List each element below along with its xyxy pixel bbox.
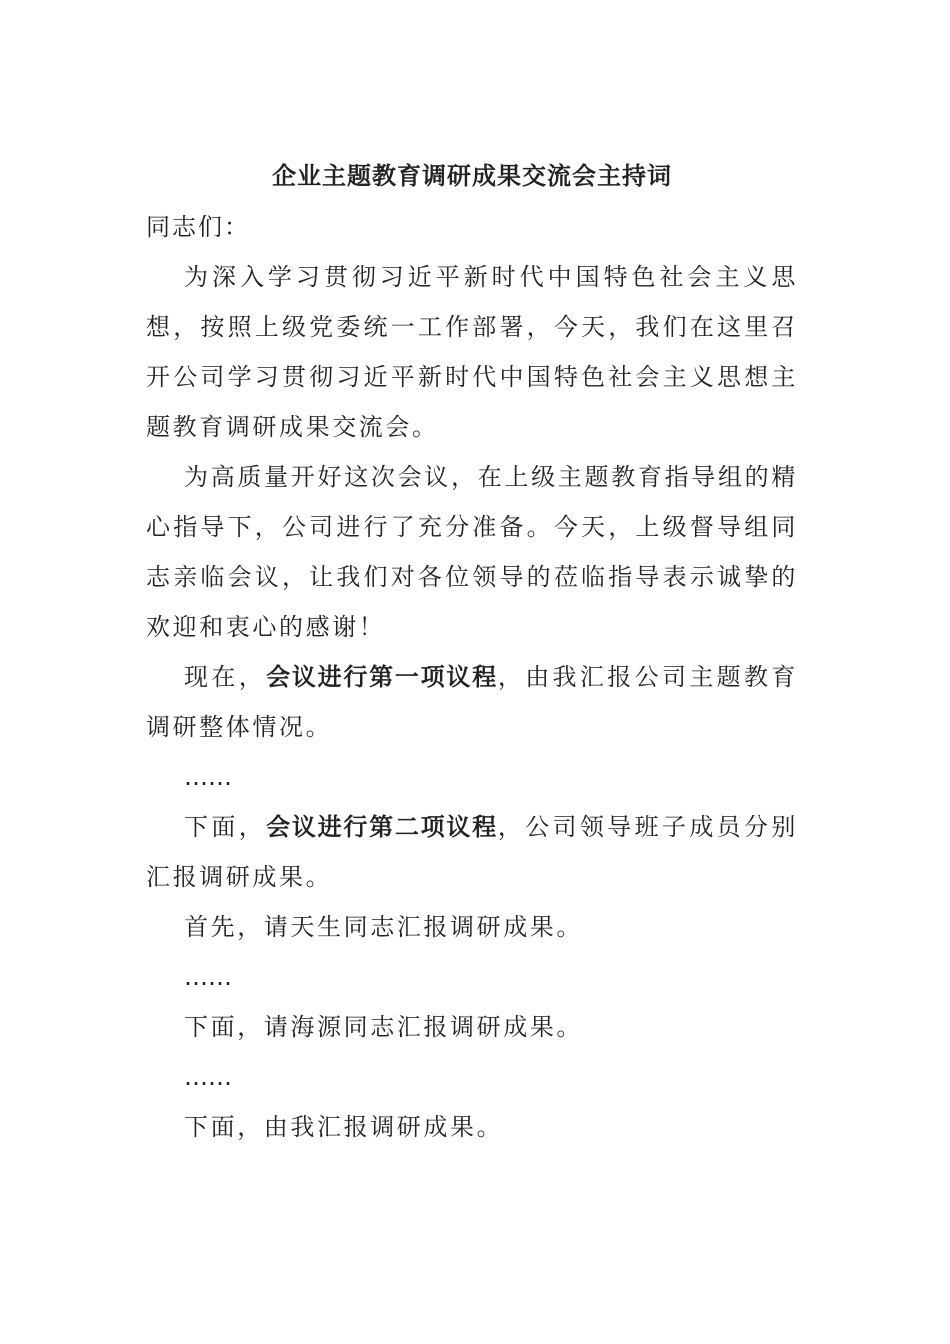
ellipsis-2: …… <box>184 963 232 991</box>
agenda-two-bold: 会议进行第二项议程 <box>266 813 498 841</box>
paragraph-preparation: 为高质量开好这次会议，在上级主题教育指导组的精心指导下，公司进行了充分准备。今天，上级督导组同志亲临会议，让我们对各位领导的莅临指导表示诚挚的欢迎和衷心的感谢！ <box>146 463 798 641</box>
agenda-two-lead: 下面， <box>184 813 267 841</box>
paragraph-first-report: 首先，请天生同志汇报调研成果。 <box>184 913 583 941</box>
paragraph-agenda-one <box>146 652 798 752</box>
paragraph-second-report: 下面，请海源同志汇报调研成果。 <box>184 1013 583 1041</box>
ellipsis-1: …… <box>184 763 232 791</box>
paragraph-agenda-two <box>146 802 798 902</box>
paragraph-host-report: 下面，由我汇报调研成果。 <box>184 1113 504 1141</box>
paragraph-opening: 为深入学习贯彻习近平新时代中国特色社会主义思想，按照上级党委统一工作部署，今天，我们在这里召开公司学习贯彻习近平新时代中国特色社会主义思想主题教育调研成果交流会。 <box>146 263 798 441</box>
agenda-one-rest: ，由我汇报公司主题教育调研整体情况。 <box>146 663 798 741</box>
agenda-two-rest: ，公司领导班子成员分别汇报调研成果。 <box>146 813 798 891</box>
agenda-one-bold: 会议进行第一项议程 <box>266 663 498 691</box>
document-body <box>146 150 798 1152</box>
salutation: 同志们： <box>146 213 250 241</box>
document-title: 企业主题教育调研成果交流会主持词 <box>272 162 672 190</box>
ellipsis-3: …… <box>184 1063 232 1091</box>
agenda-one-lead: 现在， <box>184 663 267 691</box>
